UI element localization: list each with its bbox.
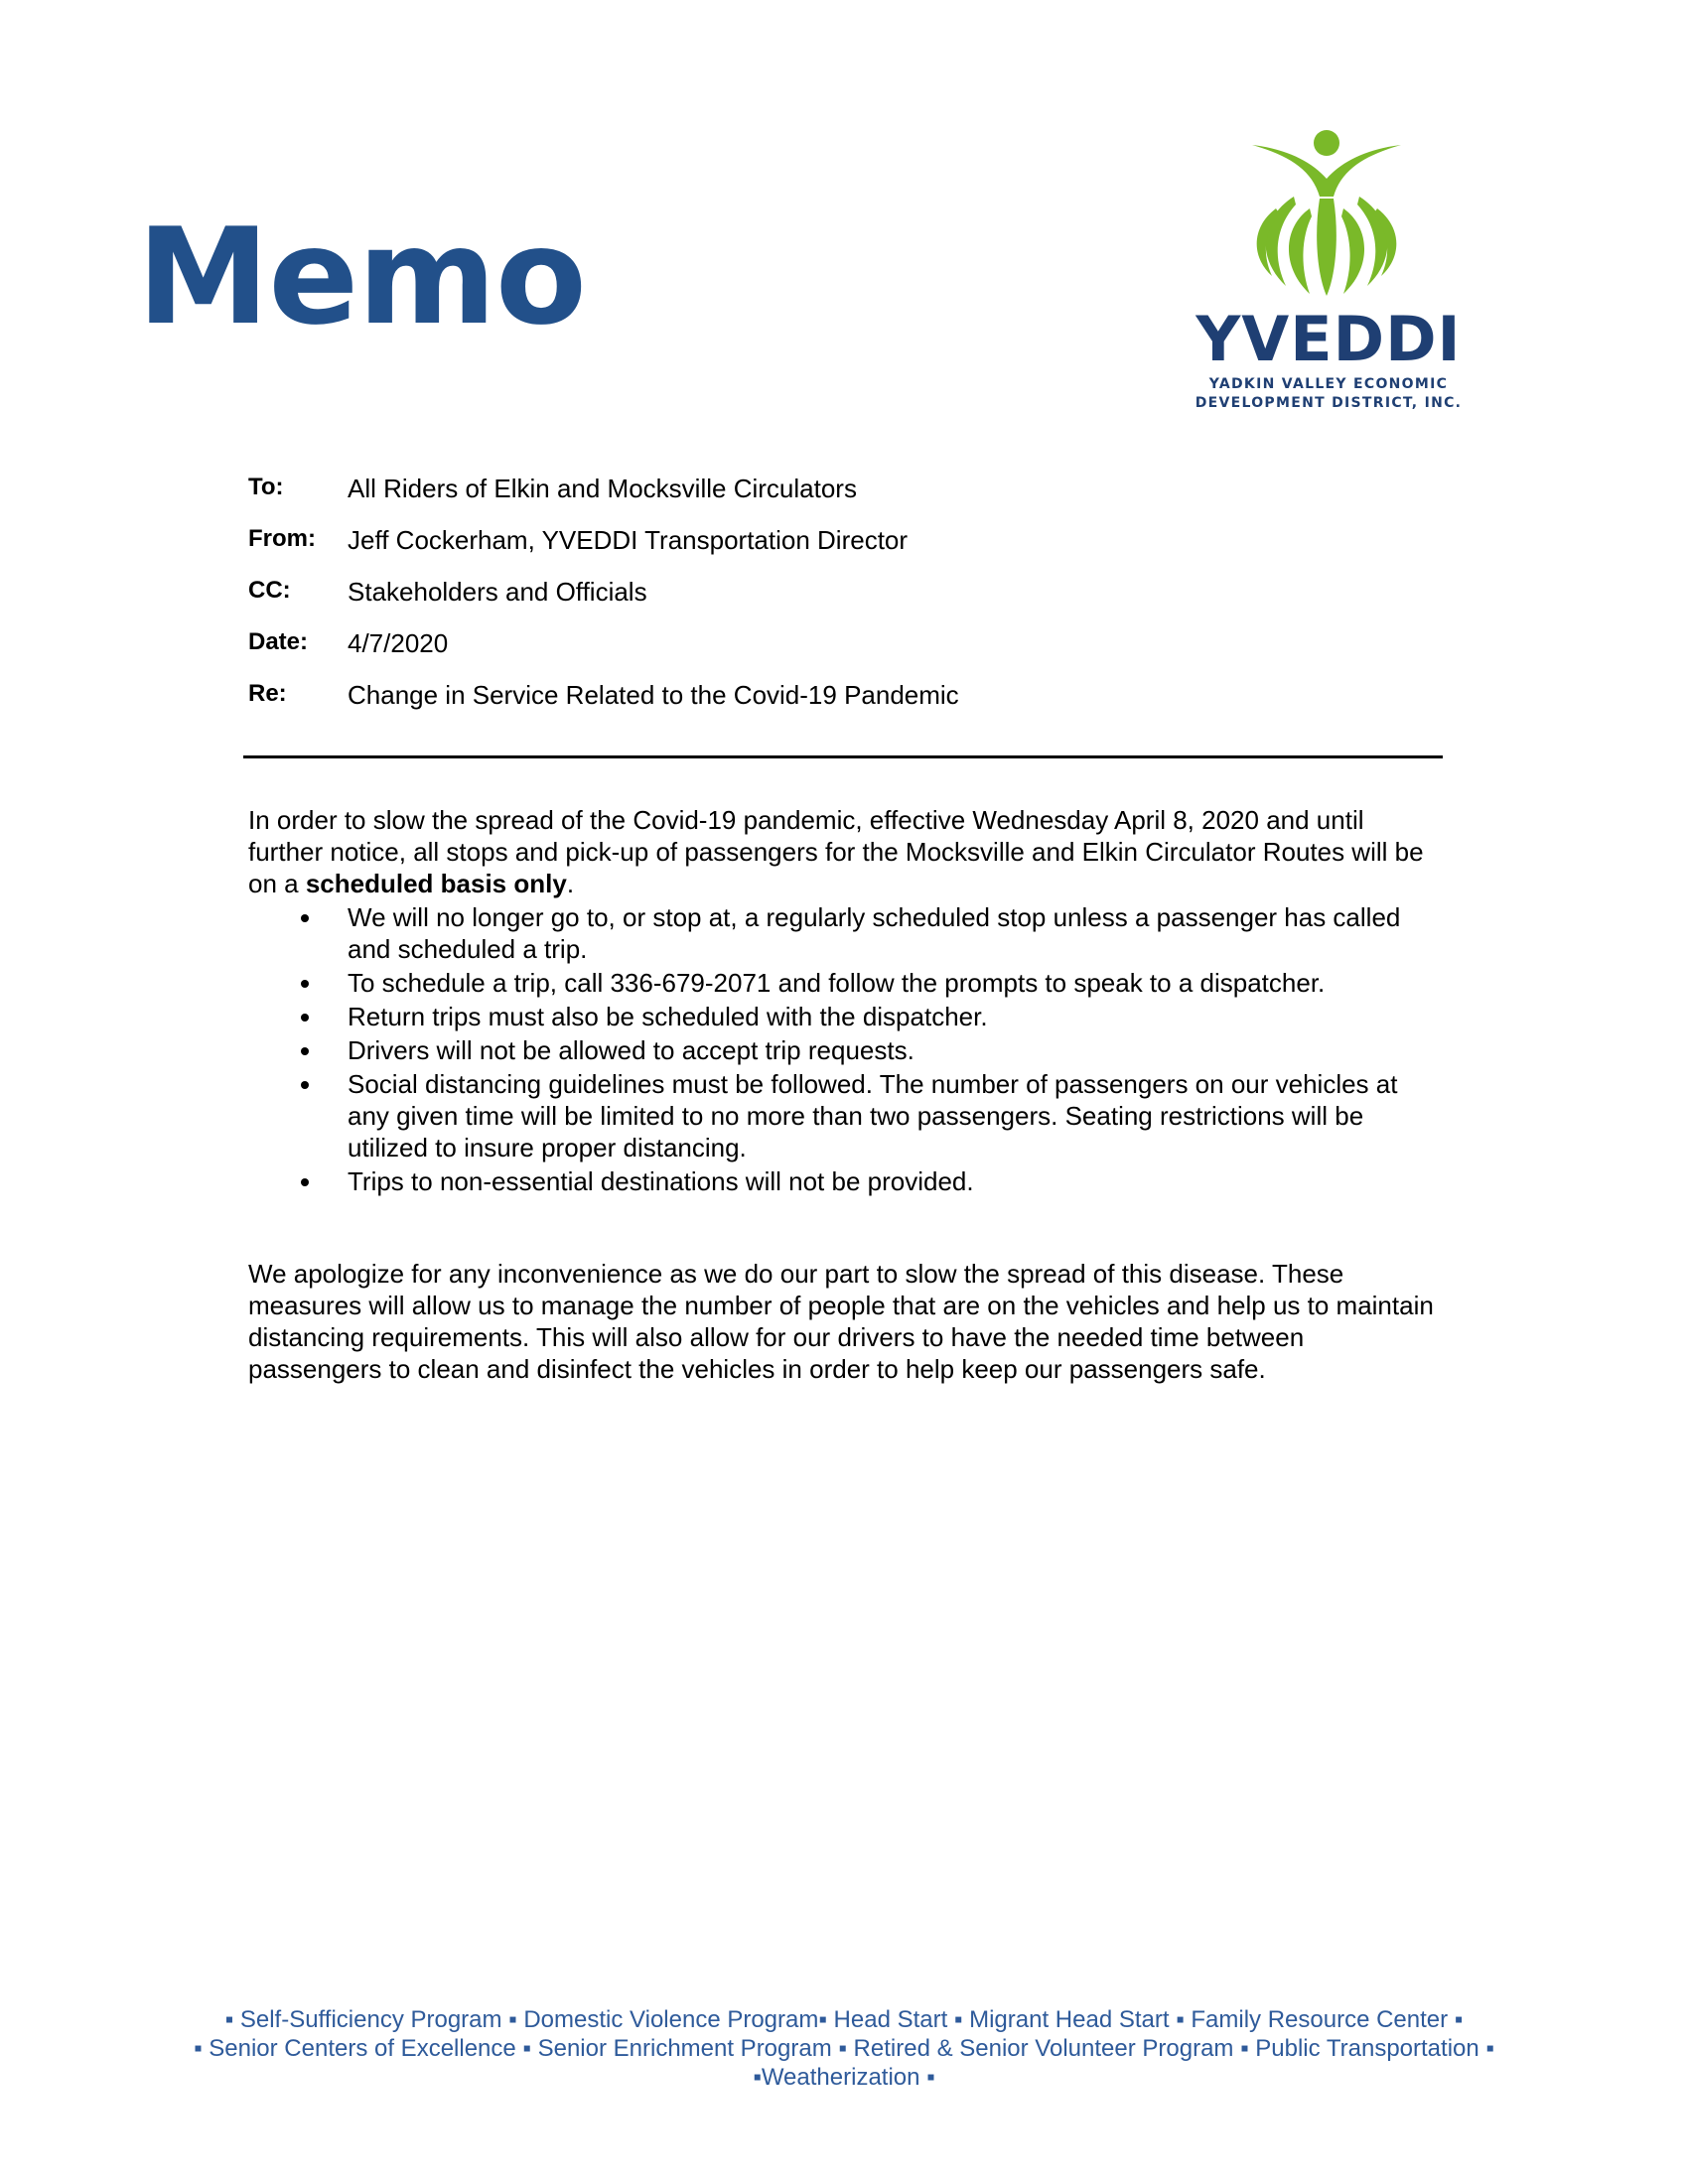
service-changes-list — [348, 901, 1440, 1199]
field-value: 4/7/2020 — [348, 628, 449, 658]
bullet-icon — [301, 1014, 309, 1022]
intro-end: . — [566, 869, 575, 898]
list-item-text: Trips to non-essential destinations will not be provided. — [348, 1166, 974, 1196]
memo-header-fields — [248, 474, 1440, 732]
intro-emphasis: scheduled basis only — [305, 869, 567, 898]
field-date — [248, 628, 1440, 680]
list-item — [348, 1068, 1440, 1163]
field-value: Stakeholders and Officials — [348, 577, 647, 607]
logo-subtitle — [1188, 375, 1470, 413]
list-item-text: Drivers will not be allowed to accept trip requests. — [348, 1035, 914, 1065]
field-cc — [248, 577, 1440, 628]
bullet-icon — [301, 1047, 309, 1055]
footer-programs — [99, 2005, 1589, 2092]
closing-paragraph: We apologize for any inconvenience as we do our part to slow the spread of this disease. These measures will allow us to manage the number of people that are on the vehicles and help us to maintain distancing requirements. This will also allow for our drivers to have the needed time between passengers to clean and disinfect the vehicles in order to help keep our passengers safe. — [248, 1259, 1434, 1384]
footer-line3: ▪Weatherization ▪ — [753, 2064, 935, 2091]
logo-subtitle-line2: DEVELOPMENT DISTRICT, INC. — [1195, 395, 1463, 411]
field-label: From: — [248, 525, 316, 552]
yveddi-logo — [1188, 127, 1470, 415]
list-item — [348, 1034, 1440, 1066]
logo-subtitle-line1: YADKIN VALLEY ECONOMIC — [1208, 376, 1449, 392]
footer-line2: ▪ Senior Centers of Excellence ▪ Senior Enrichment Program ▪ Retired & Senior Volunteer Program ▪ Public Transportation ▪ — [194, 2035, 1494, 2062]
list-item-text: Return trips must also be scheduled with the dispatcher. — [348, 1002, 988, 1031]
field-value: Jeff Cockerham, YVEDDI Transportation Director — [348, 525, 909, 555]
list-item — [348, 901, 1440, 965]
list-item — [348, 967, 1440, 999]
footer-line1: ▪ Self-Sufficiency Program ▪ Domestic Violence Program▪ Head Start ▪ Migrant Head Start ▪ Family Resource Center ▪ — [224, 2006, 1464, 2033]
bullet-icon — [301, 980, 309, 988]
logo-wordmark: YVEDDI — [1196, 303, 1462, 375]
field-from — [248, 525, 1440, 577]
list-item — [348, 1165, 1440, 1197]
field-value: All Riders of Elkin and Mocksville Circulators — [348, 474, 857, 503]
field-label: Re: — [248, 680, 287, 707]
list-item-text: We will no longer go to, or stop at, a regularly scheduled stop unless a passenger has called and scheduled a trip. — [348, 902, 1401, 964]
person-leaves-logo-icon — [1242, 127, 1411, 301]
memo-title: Memo — [137, 200, 586, 354]
intro-paragraph — [248, 804, 1440, 899]
list-item-text: To schedule a trip, call 336-679-2071 and follow the prompts to speak to a dispatcher. — [348, 968, 1326, 998]
bullet-icon — [301, 1081, 309, 1089]
field-label: To: — [248, 474, 284, 500]
intro-text: In order to slow the spread of the Covid-19 pandemic, effective Wednesday April 8, 2020 and until further notice, all stops and pick-up of passengers for the Mocksville and Elkin Circulator Routes will be on a — [248, 805, 1424, 898]
list-item — [348, 1001, 1440, 1032]
bullet-icon — [301, 1178, 309, 1186]
list-item-text: Social distancing guidelines must be followed. The number of passengers on our vehicles at any given time will be limited to no more than two passengers. Seating restrictions will be utilized to insure proper distancing. — [348, 1069, 1398, 1162]
header-divider — [243, 755, 1443, 758]
field-label: CC: — [248, 577, 291, 604]
field-to — [248, 474, 1440, 525]
field-re — [248, 680, 1440, 732]
field-value: Change in Service Related to the Covid-19 Pandemic — [348, 680, 959, 710]
field-label: Date: — [248, 628, 309, 655]
bullet-icon — [301, 914, 309, 922]
